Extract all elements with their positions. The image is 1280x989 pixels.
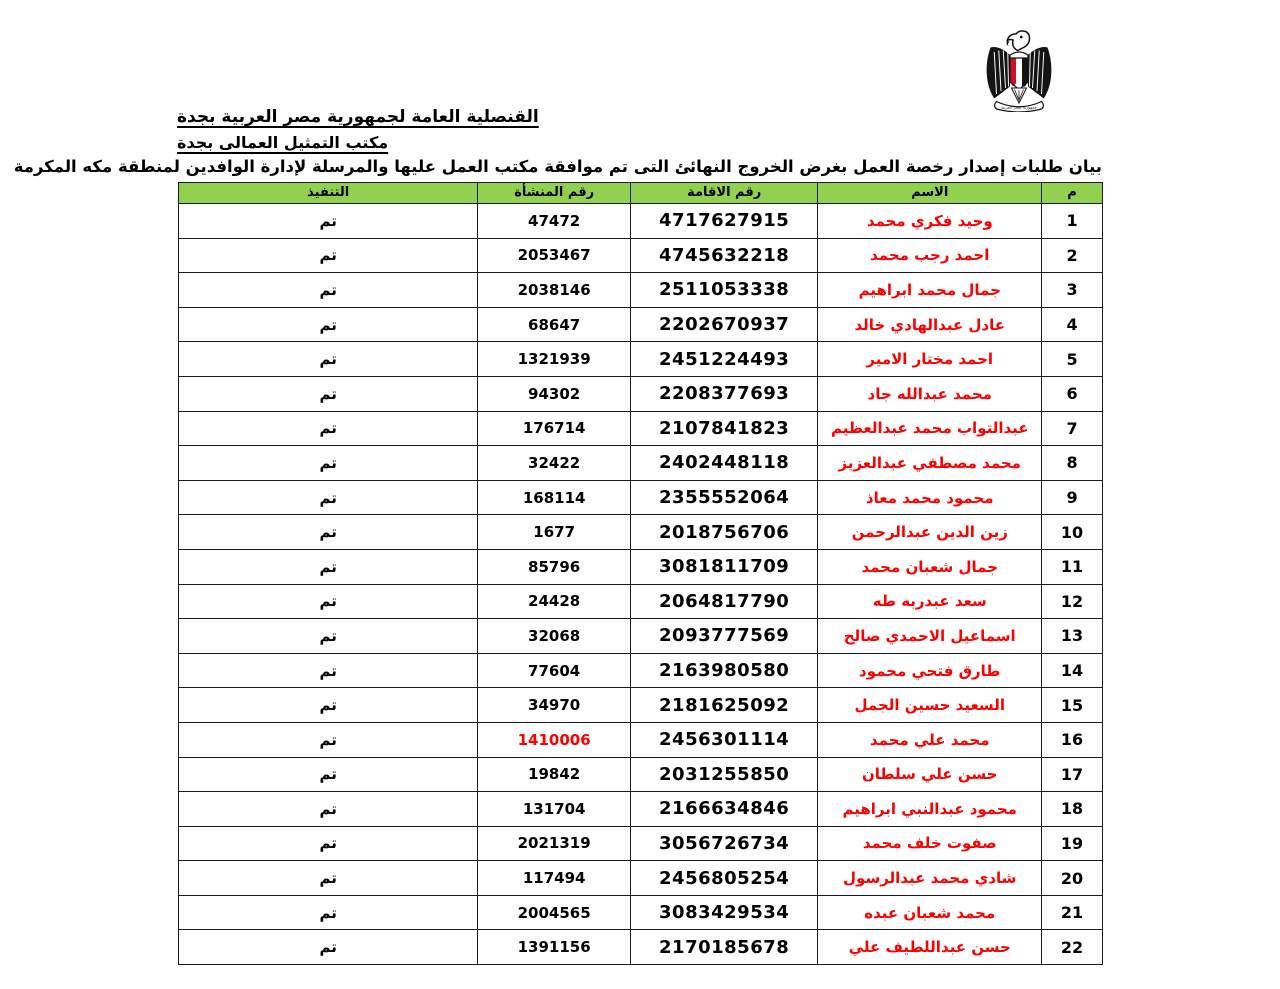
execution-status: تم [179,722,478,757]
residence-number: 2355552064 [630,480,818,515]
execution-status: تم [179,480,478,515]
worker-name: احمد رجب محمد [818,238,1042,273]
establishment-number: 24428 [478,584,630,619]
establishment-number: 2004565 [478,895,630,930]
execution-status: تم [179,584,478,619]
worker-name: اسماعيل الاحمدي صالح [818,619,1042,654]
row-index: 13 [1042,619,1103,654]
execution-status: تم [179,688,478,723]
worker-name: عادل عبدالهادي خالد [818,307,1042,342]
worker-name: محمود عبدالنبي ابراهيم [818,792,1042,827]
table-row [179,238,1103,273]
residence-number: 2018756706 [630,515,818,550]
establishment-number: 77604 [478,653,630,688]
row-index: 1 [1042,204,1103,239]
establishment-number: 1391156 [478,930,630,965]
residence-number: 2064817790 [630,584,818,619]
table-row [179,204,1103,239]
row-index: 9 [1042,480,1103,515]
residence-number: 2451224493 [630,342,818,377]
execution-status: تم [179,376,478,411]
establishment-number: 68647 [478,307,630,342]
table-row [179,480,1103,515]
worker-name: حسن عبداللطيف علي [818,930,1042,965]
table-row [179,792,1103,827]
row-index: 19 [1042,826,1103,861]
row-index: 6 [1042,376,1103,411]
row-index: 14 [1042,653,1103,688]
establishment-number: 2038146 [478,273,630,308]
col-header-index: م [1042,183,1103,204]
residence-number: 3056726734 [630,826,818,861]
execution-status: تم [179,342,478,377]
table-header-row [179,183,1103,204]
establishment-number: 34970 [478,688,630,723]
table-row [179,757,1103,792]
execution-status: تم [179,238,478,273]
col-header-establishment: رقم المنشأة [478,183,630,204]
worker-name: محمد عبدالله جاد [818,376,1042,411]
residence-number: 3083429534 [630,895,818,930]
establishment-number: 85796 [478,549,630,584]
table-row [179,515,1103,550]
establishment-number: 168114 [478,480,630,515]
row-index: 3 [1042,273,1103,308]
row-index: 11 [1042,549,1103,584]
row-index: 2 [1042,238,1103,273]
table-row [179,688,1103,723]
execution-status: تم [179,930,478,965]
table-row [179,826,1103,861]
table-row [179,411,1103,446]
table-row [179,376,1103,411]
row-index: 17 [1042,757,1103,792]
work-permit-requests-table [178,182,1103,965]
execution-status: تم [179,515,478,550]
worker-name: شادي محمد عبدالرسول [818,861,1042,896]
execution-status: تم [179,549,478,584]
worker-name: وحيد فكري محمد [818,204,1042,239]
establishment-number: 2053467 [478,238,630,273]
residence-number: 3081811709 [630,549,818,584]
worker-name: السعيد حسين الجمل [818,688,1042,723]
table-row [179,584,1103,619]
row-index: 16 [1042,722,1103,757]
establishment-number: 117494 [478,861,630,896]
execution-status: تم [179,653,478,688]
worker-name: محمد علي محمد [818,722,1042,757]
execution-status: تم [179,204,478,239]
worker-name: سعد عبدربه طه [818,584,1042,619]
table-row [179,895,1103,930]
execution-status: تم [179,792,478,827]
consulate-title: القنصلية العامة لجمهورية مصر العربية بجدة [177,107,539,127]
worker-name: احمد مختار الامير [818,342,1042,377]
row-index: 21 [1042,895,1103,930]
execution-status: تم [179,861,478,896]
residence-number: 2166634846 [630,792,818,827]
worker-name: محمد مصطفي عبدالعزيز [818,446,1042,481]
residence-number: 2402448118 [630,446,818,481]
execution-status: تم [179,757,478,792]
table-row [179,446,1103,481]
residence-number: 2456301114 [630,722,818,757]
eagle-of-saladin-icon [973,28,1065,112]
establishment-number: 32422 [478,446,630,481]
row-index: 7 [1042,411,1103,446]
table-row [179,307,1103,342]
establishment-number: 1410006 [478,722,630,757]
row-index: 12 [1042,584,1103,619]
row-index: 5 [1042,342,1103,377]
residence-number: 2163980580 [630,653,818,688]
table-row [179,722,1103,757]
residence-number: 2031255850 [630,757,818,792]
residence-number: 2181625092 [630,688,818,723]
establishment-number: 2021319 [478,826,630,861]
labor-office-subtitle: مكتب التمثيل العمالى بجدة [177,133,389,152]
row-index: 4 [1042,307,1103,342]
establishment-number: 176714 [478,411,630,446]
col-header-name: الاسم [818,183,1042,204]
row-index: 8 [1042,446,1103,481]
execution-status: تم [179,619,478,654]
residence-number: 2511053338 [630,273,818,308]
residence-number: 2107841823 [630,411,818,446]
residence-number: 2170185678 [630,930,818,965]
table-row [179,930,1103,965]
establishment-number: 47472 [478,204,630,239]
emblem-banner-text: جمهورية مصر العربية [1000,104,1038,110]
table-row [179,273,1103,308]
execution-status: تم [179,273,478,308]
establishment-number: 131704 [478,792,630,827]
residence-number: 2202670937 [630,307,818,342]
worker-name: زين الدين عبدالرحمن [818,515,1042,550]
residence-number: 2208377693 [630,376,818,411]
worker-name: صفوت خلف محمد [818,826,1042,861]
row-index: 22 [1042,930,1103,965]
worker-name: جمال محمد ابراهيم [818,273,1042,308]
establishment-number: 94302 [478,376,630,411]
worker-name: عبدالتواب محمد عبدالعظيم [818,411,1042,446]
row-index: 10 [1042,515,1103,550]
table-row [179,549,1103,584]
execution-status: تم [179,446,478,481]
row-index: 18 [1042,792,1103,827]
table-row [179,653,1103,688]
execution-status: تم [179,895,478,930]
worker-name: محمود محمد معاذ [818,480,1042,515]
row-index: 15 [1042,688,1103,723]
establishment-number: 1321939 [478,342,630,377]
establishment-number: 32068 [478,619,630,654]
document-title: بيان طلبات إصدار رخصة العمل بغرض الخروج النهائئ التى تم موافقة مكتب العمل عليها والمرسلة لإدارة الوافدين لمنطقة مكه المكرمة [13,157,1102,176]
execution-status: تم [179,411,478,446]
residence-number: 4745632218 [630,238,818,273]
execution-status: تم [179,307,478,342]
worker-name: حسن علي سلطان [818,757,1042,792]
egypt-coat-of-arms-logo [973,28,1065,112]
establishment-number: 19842 [478,757,630,792]
establishment-number: 1677 [478,515,630,550]
residence-number: 2093777569 [630,619,818,654]
table-row [179,619,1103,654]
worker-name: طارق فتحي محمود [818,653,1042,688]
residence-number: 2456805254 [630,861,818,896]
worker-name: محمد شعبان عبده [818,895,1042,930]
execution-status: تم [179,826,478,861]
table-row [179,342,1103,377]
row-index: 20 [1042,861,1103,896]
table-row [179,861,1103,896]
residence-number: 4717627915 [630,204,818,239]
worker-name: جمال شعبان محمد [818,549,1042,584]
col-header-execution: التنفيذ [179,183,478,204]
col-header-residence: رقم الاقامة [630,183,818,204]
